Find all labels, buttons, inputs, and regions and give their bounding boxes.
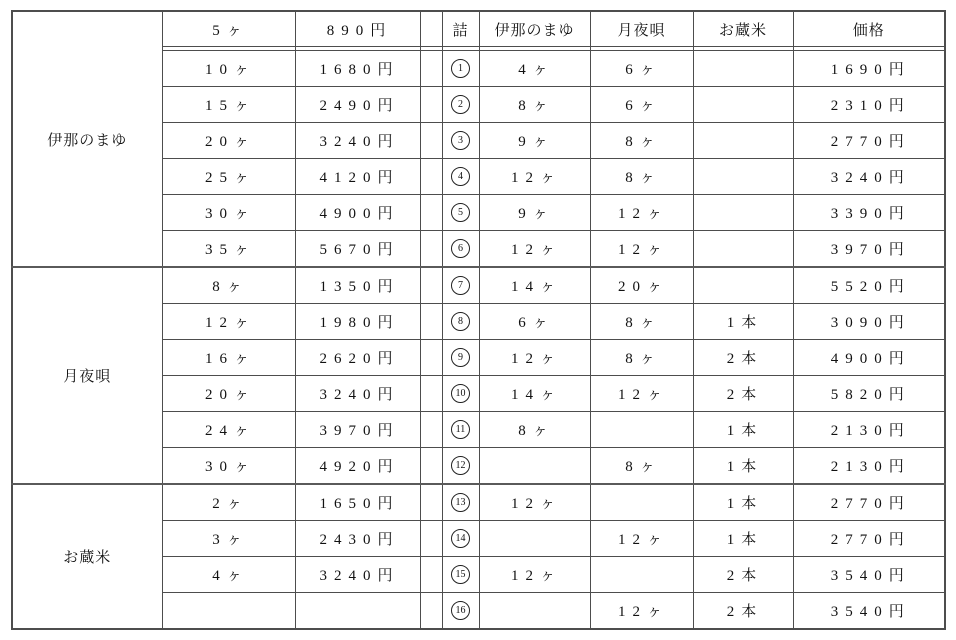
assortment-price-cell: 3970円 bbox=[793, 231, 945, 268]
quantity-cell: 30ヶ bbox=[162, 195, 295, 231]
circled-number: 13 bbox=[451, 493, 470, 512]
assortment-number-cell bbox=[442, 159, 479, 195]
circled-number: 12 bbox=[451, 456, 470, 475]
assortment-number-cell bbox=[442, 521, 479, 557]
header-price: 価格 bbox=[793, 11, 945, 47]
assortment-price-cell: 2770円 bbox=[793, 123, 945, 159]
assortment-ina-cell: 9ヶ bbox=[479, 123, 590, 159]
unit-price-cell: 1650円 bbox=[295, 484, 420, 521]
assortment-okurame-cell: 2本 bbox=[693, 340, 793, 376]
assortment-okurame-cell bbox=[693, 195, 793, 231]
unit-price-cell: 3240円 bbox=[295, 123, 420, 159]
circled-number: 9 bbox=[451, 348, 470, 367]
price-table bbox=[11, 10, 946, 630]
assortment-ina-cell: 14ヶ bbox=[479, 376, 590, 412]
assortment-okurame-cell bbox=[693, 87, 793, 123]
product-group-label: お蔵米 bbox=[12, 484, 162, 629]
unit-price-cell: 3240円 bbox=[295, 376, 420, 412]
header-okurame: お蔵米 bbox=[693, 11, 793, 47]
unit-price-cell: 890円 bbox=[295, 11, 420, 47]
unit-price-cell: 4900円 bbox=[295, 195, 420, 231]
assortment-ina-cell: 4ヶ bbox=[479, 51, 590, 87]
assortment-number-cell bbox=[442, 304, 479, 340]
unit-price-cell: 1680円 bbox=[295, 51, 420, 87]
assortment-price-cell: 2310円 bbox=[793, 87, 945, 123]
quantity-cell: 4ヶ bbox=[162, 557, 295, 593]
product-group-label: 伊那のまゆ bbox=[12, 11, 162, 267]
assortment-tsukiyo-cell: 12ヶ bbox=[590, 231, 693, 268]
assortment-okurame-cell bbox=[693, 123, 793, 159]
quantity-cell: 12ヶ bbox=[162, 304, 295, 340]
assortment-ina-cell: 12ヶ bbox=[479, 557, 590, 593]
unit-price-cell: 3240円 bbox=[295, 557, 420, 593]
quantity-cell: 3ヶ bbox=[162, 521, 295, 557]
spacer-cell bbox=[420, 557, 442, 593]
circled-number: 4 bbox=[451, 167, 470, 186]
quantity-cell bbox=[162, 593, 295, 630]
quantity-cell: 15ヶ bbox=[162, 87, 295, 123]
spacer-cell bbox=[420, 448, 442, 485]
assortment-ina-cell: 8ヶ bbox=[479, 87, 590, 123]
circled-number: 14 bbox=[451, 529, 470, 548]
assortment-okurame-cell bbox=[693, 159, 793, 195]
spacer-cell bbox=[420, 521, 442, 557]
assortment-price-cell: 5520円 bbox=[793, 267, 945, 304]
assortment-number-cell bbox=[442, 376, 479, 412]
spacer-cell bbox=[420, 304, 442, 340]
unit-price-cell: 4920円 bbox=[295, 448, 420, 485]
spacer-cell bbox=[420, 231, 442, 268]
circled-number: 15 bbox=[451, 565, 470, 584]
assortment-number-cell bbox=[442, 593, 479, 630]
assortment-ina-cell: 14ヶ bbox=[479, 267, 590, 304]
assortment-number-cell bbox=[442, 123, 479, 159]
assortment-tsukiyo-cell bbox=[590, 484, 693, 521]
assortment-okurame-cell: 1本 bbox=[693, 448, 793, 485]
assortment-number-cell bbox=[442, 412, 479, 448]
assortment-price-cell: 1690円 bbox=[793, 51, 945, 87]
assortment-ina-cell bbox=[479, 521, 590, 557]
assortment-tsukiyo-cell: 12ヶ bbox=[590, 195, 693, 231]
assortment-tsukiyo-cell: 6ヶ bbox=[590, 87, 693, 123]
header-tsume: 詰 bbox=[442, 11, 479, 47]
assortment-okurame-cell: 2本 bbox=[693, 376, 793, 412]
spacer-cell bbox=[420, 11, 442, 47]
assortment-ina-cell bbox=[479, 448, 590, 485]
spacer-cell bbox=[420, 159, 442, 195]
table-row bbox=[12, 11, 945, 47]
assortment-okurame-cell bbox=[693, 231, 793, 268]
assortment-price-cell: 2130円 bbox=[793, 412, 945, 448]
assortment-okurame-cell bbox=[693, 51, 793, 87]
circled-number: 1 bbox=[451, 59, 470, 78]
assortment-price-cell: 5820円 bbox=[793, 376, 945, 412]
assortment-price-cell: 4900円 bbox=[793, 340, 945, 376]
spacer-cell bbox=[420, 412, 442, 448]
spacer-cell bbox=[420, 267, 442, 304]
quantity-cell: 8ヶ bbox=[162, 267, 295, 304]
spacer-cell bbox=[420, 195, 442, 231]
assortment-number-cell bbox=[442, 51, 479, 87]
quantity-cell: 35ヶ bbox=[162, 231, 295, 268]
spacer-cell bbox=[420, 123, 442, 159]
quantity-cell: 10ヶ bbox=[162, 51, 295, 87]
assortment-tsukiyo-cell: 8ヶ bbox=[590, 159, 693, 195]
unit-price-cell: 2430円 bbox=[295, 521, 420, 557]
assortment-tsukiyo-cell: 8ヶ bbox=[590, 340, 693, 376]
spacer-cell bbox=[420, 87, 442, 123]
unit-price-cell bbox=[295, 593, 420, 630]
assortment-ina-cell: 12ヶ bbox=[479, 484, 590, 521]
quantity-cell: 5ヶ bbox=[162, 11, 295, 47]
assortment-okurame-cell: 2本 bbox=[693, 557, 793, 593]
assortment-ina-cell: 8ヶ bbox=[479, 412, 590, 448]
assortment-okurame-cell bbox=[693, 267, 793, 304]
assortment-ina-cell: 12ヶ bbox=[479, 159, 590, 195]
table-row bbox=[12, 484, 945, 521]
assortment-number-cell bbox=[442, 87, 479, 123]
spacer-cell bbox=[420, 593, 442, 630]
assortment-tsukiyo-cell bbox=[590, 557, 693, 593]
assortment-okurame-cell: 1本 bbox=[693, 304, 793, 340]
quantity-cell: 30ヶ bbox=[162, 448, 295, 485]
assortment-price-cell: 3540円 bbox=[793, 557, 945, 593]
assortment-number-cell bbox=[442, 340, 479, 376]
header-ina-no-mayu: 伊那のまゆ bbox=[479, 11, 590, 47]
unit-price-cell: 3970円 bbox=[295, 412, 420, 448]
assortment-price-cell: 3540円 bbox=[793, 593, 945, 630]
assortment-ina-cell: 12ヶ bbox=[479, 231, 590, 268]
assortment-price-cell: 2770円 bbox=[793, 521, 945, 557]
circled-number: 8 bbox=[451, 312, 470, 331]
assortment-ina-cell: 6ヶ bbox=[479, 304, 590, 340]
assortment-tsukiyo-cell: 12ヶ bbox=[590, 593, 693, 630]
assortment-okurame-cell: 1本 bbox=[693, 521, 793, 557]
circled-number: 5 bbox=[451, 203, 470, 222]
circled-number: 16 bbox=[451, 601, 470, 620]
assortment-tsukiyo-cell: 12ヶ bbox=[590, 521, 693, 557]
quantity-cell: 25ヶ bbox=[162, 159, 295, 195]
unit-price-cell: 5670円 bbox=[295, 231, 420, 268]
quantity-cell: 16ヶ bbox=[162, 340, 295, 376]
assortment-number-cell bbox=[442, 448, 479, 485]
assortment-price-cell: 2770円 bbox=[793, 484, 945, 521]
circled-number: 2 bbox=[451, 95, 470, 114]
unit-price-cell: 1980円 bbox=[295, 304, 420, 340]
assortment-tsukiyo-cell: 12ヶ bbox=[590, 376, 693, 412]
assortment-tsukiyo-cell: 8ヶ bbox=[590, 123, 693, 159]
assortment-price-cell: 3390円 bbox=[793, 195, 945, 231]
assortment-tsukiyo-cell bbox=[590, 412, 693, 448]
circled-number: 7 bbox=[451, 276, 470, 295]
circled-number: 6 bbox=[451, 239, 470, 258]
assortment-tsukiyo-cell: 8ヶ bbox=[590, 448, 693, 485]
quantity-cell: 2ヶ bbox=[162, 484, 295, 521]
assortment-tsukiyo-cell: 6ヶ bbox=[590, 51, 693, 87]
assortment-number-cell bbox=[442, 195, 479, 231]
assortment-price-cell: 2130円 bbox=[793, 448, 945, 485]
assortment-okurame-cell: 1本 bbox=[693, 412, 793, 448]
circled-number: 10 bbox=[451, 384, 470, 403]
assortment-number-cell bbox=[442, 557, 479, 593]
quantity-cell: 24ヶ bbox=[162, 412, 295, 448]
assortment-number-cell bbox=[442, 231, 479, 268]
assortment-okurame-cell: 2本 bbox=[693, 593, 793, 630]
quantity-cell: 20ヶ bbox=[162, 123, 295, 159]
assortment-number-cell bbox=[442, 484, 479, 521]
assortment-price-cell: 3240円 bbox=[793, 159, 945, 195]
assortment-number-cell bbox=[442, 267, 479, 304]
spacer-cell bbox=[420, 340, 442, 376]
unit-price-cell: 2620円 bbox=[295, 340, 420, 376]
spacer-cell bbox=[420, 376, 442, 412]
assortment-ina-cell: 12ヶ bbox=[479, 340, 590, 376]
circled-number: 11 bbox=[451, 420, 470, 439]
spacer-cell bbox=[420, 484, 442, 521]
table-row bbox=[12, 267, 945, 304]
assortment-okurame-cell: 1本 bbox=[693, 484, 793, 521]
quantity-cell: 20ヶ bbox=[162, 376, 295, 412]
assortment-price-cell: 3090円 bbox=[793, 304, 945, 340]
assortment-tsukiyo-cell: 8ヶ bbox=[590, 304, 693, 340]
unit-price-cell: 2490円 bbox=[295, 87, 420, 123]
unit-price-cell: 1350円 bbox=[295, 267, 420, 304]
circled-number: 3 bbox=[451, 131, 470, 150]
assortment-ina-cell: 9ヶ bbox=[479, 195, 590, 231]
assortment-tsukiyo-cell: 20ヶ bbox=[590, 267, 693, 304]
unit-price-cell: 4120円 bbox=[295, 159, 420, 195]
product-group-label: 月夜唄 bbox=[12, 267, 162, 484]
header-tsukiyo-uta: 月夜唄 bbox=[590, 11, 693, 47]
assortment-ina-cell bbox=[479, 593, 590, 630]
spacer-cell bbox=[420, 51, 442, 87]
